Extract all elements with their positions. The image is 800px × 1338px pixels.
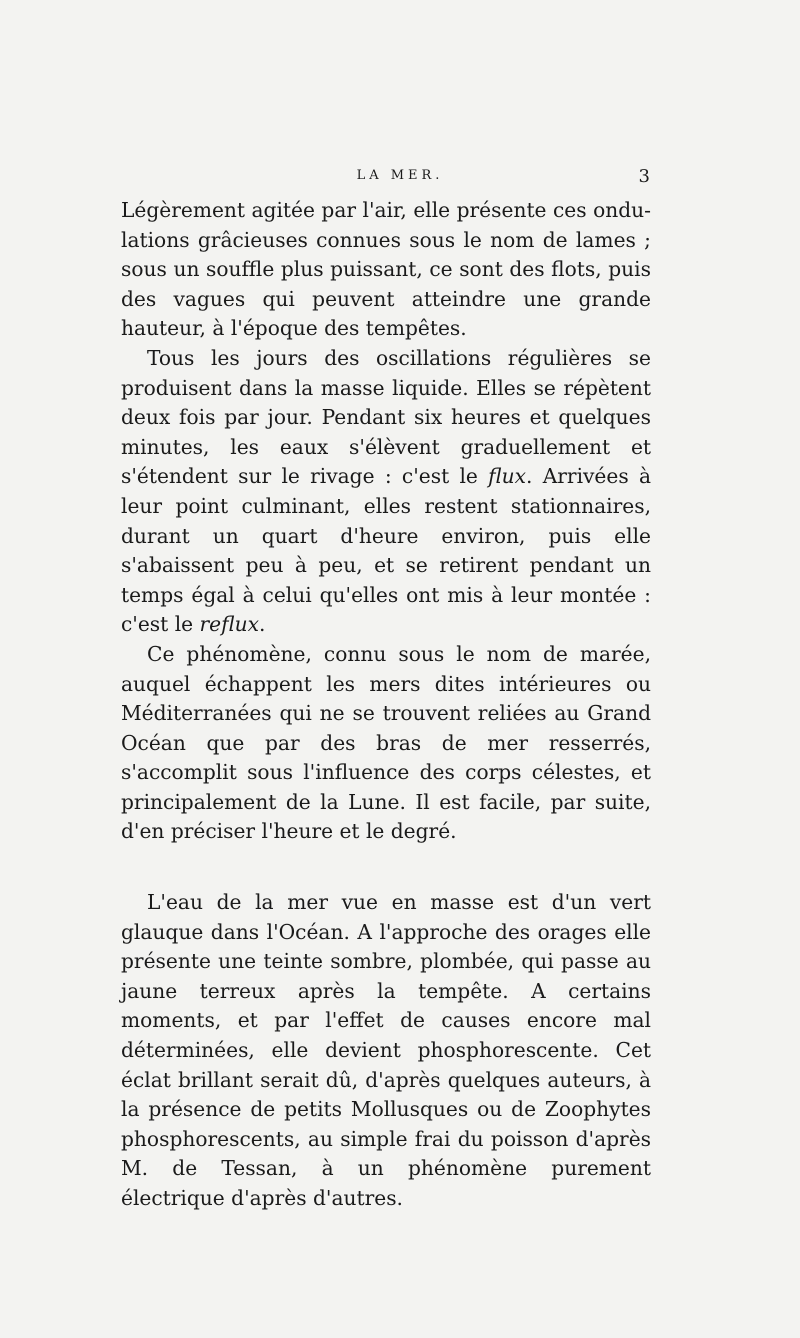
term-reflux: reflux: [199, 612, 259, 637]
body-text: [121, 196, 651, 1214]
paragraph-text: Légèrement agitée par l'air, elle présente ces ondulations grâcieuses connues sous le nom de lames ; sous un souffle plus puissant, ce sont des flots, puis des vagues qui peuvent atteindre une grande hauteur, à l'époque des tempêtes.: [121, 198, 651, 341]
page-number: 3: [638, 166, 650, 187]
term-flux: flux: [488, 464, 526, 489]
section-break: [121, 847, 651, 888]
paragraph-text: . Arrivées à leur point culminant, elles restent stationnaires, durant un quart d'heure environ, puis elle s'abaissent peu à peu, et se retirent pendant un temps égal à celui qu'elles ont mis à leur montée : c'est le: [121, 464, 651, 637]
running-head: [0, 168, 800, 194]
running-title: LA MER.: [356, 168, 444, 183]
paragraph-text: Ce phénomène, connu sous le nom de marée, auquel échappent les mers dites intérieures ou Méditerranées qui ne se trouvent reliées au Grand Océan que par des bras de mer resserrés, s'accomplit sous l'influence des corps célestes, et principalement de la Lune. Il est facile, par suite, d'en préciser l'heure et le degré.: [121, 641, 651, 844]
paragraph-3: [121, 640, 651, 847]
paragraph-1: [121, 196, 651, 344]
paragraph-4: [121, 888, 651, 1214]
paragraph-2: [121, 344, 651, 640]
paragraph-text: L'eau de la mer vue en masse est d'un vert glauque dans l'Océan. A l'approche des orages elle présente une teinte sombre, plombée, qui passe au jaune terreux après la tempête. A certains moments, et par l'effet de causes encore mal déterminées, elle devient phosphorescente. Cet éclat brillant serait dû, d'après quelques auteurs, à la présence de petits Mollusques ou de Zoophytes phosphorescents, au simple frai du poisson d'après M. de Tessan, à un phénomène purement électrique d'après d'autres.: [121, 890, 651, 1210]
paragraph-text: .: [258, 612, 266, 637]
paragraph-text: Tous les jours des oscillations régulières se produisent dans la masse liquide. Elles se répètent deux fois par jour. Pendant six heures et quelques minutes, les eaux s'élèvent graduellement et s'étendent sur le rivage : c'est le: [121, 345, 651, 489]
